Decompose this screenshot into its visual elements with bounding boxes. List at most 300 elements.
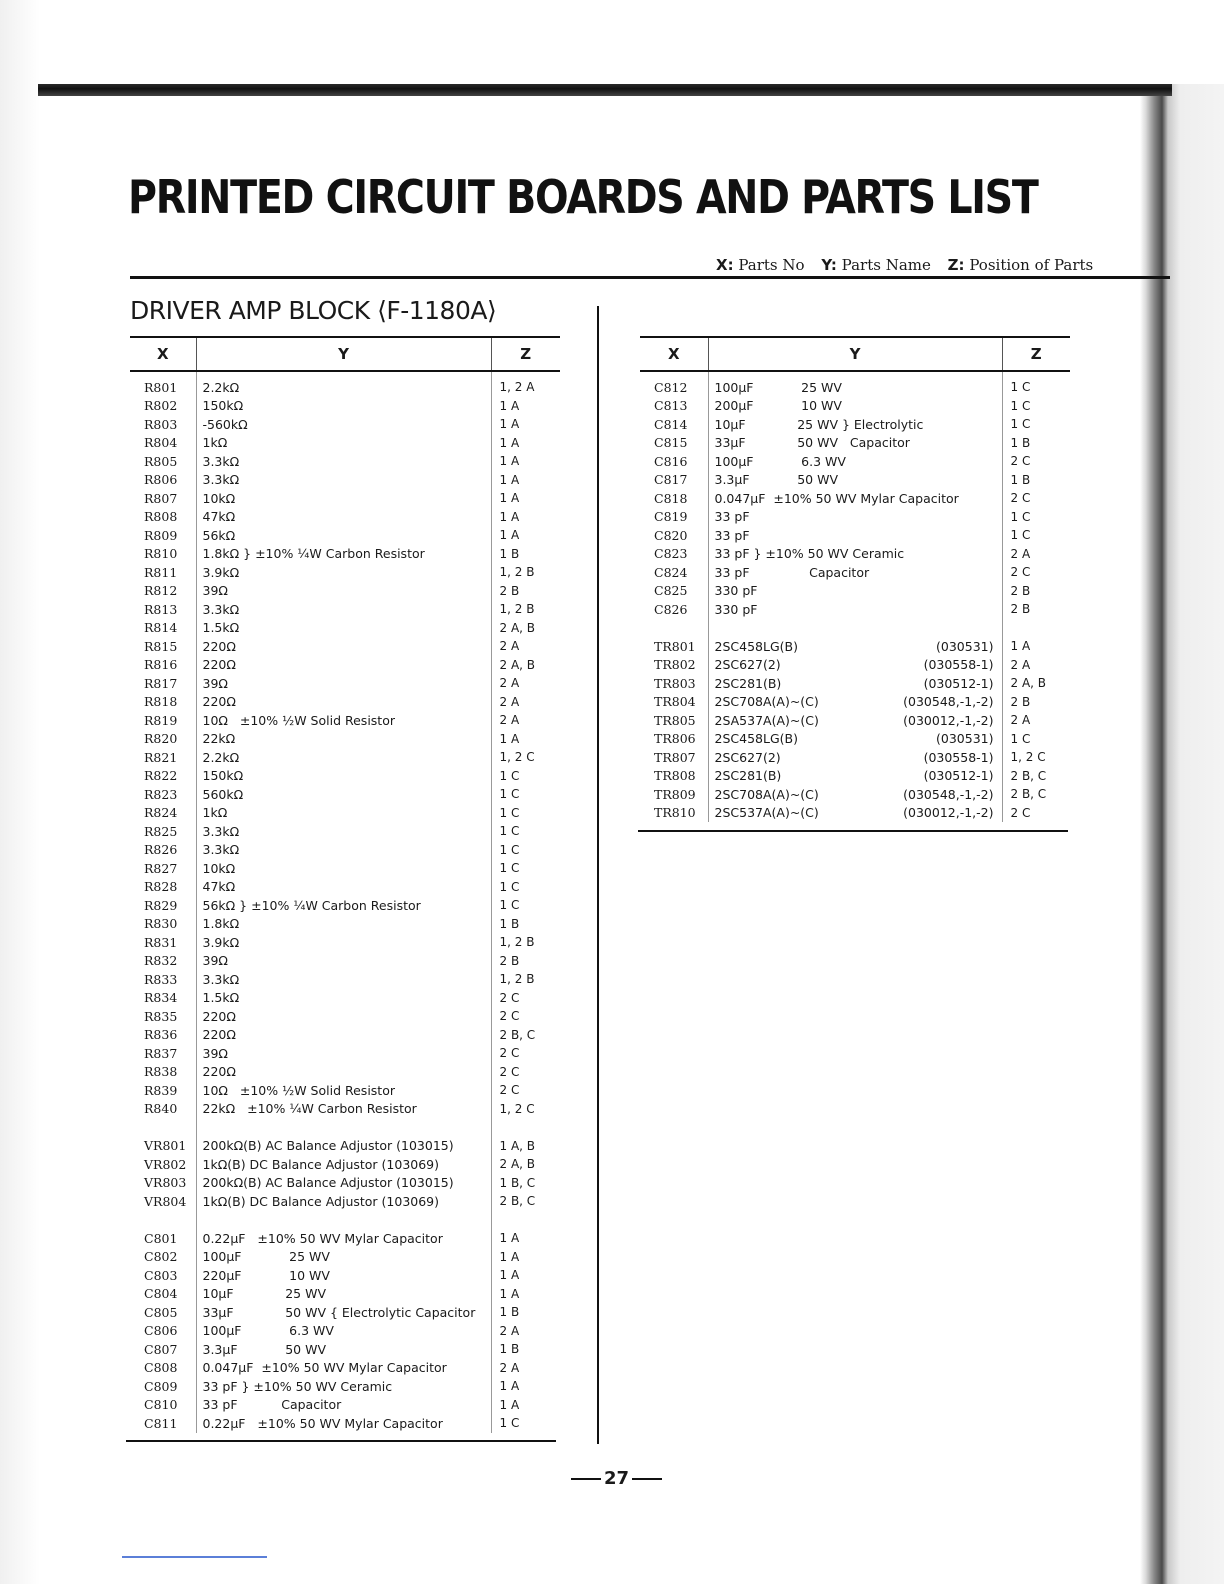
part-number: R830 [144,916,178,932]
page-binding-shadow [1140,84,1224,1584]
part-name-text: 220Ω [202,1064,236,1080]
part-position: 1 A [499,1249,520,1264]
part-number: R834 [144,990,178,1006]
table-row [130,397,560,416]
part-name-text: 2SC627(2) [714,749,781,765]
part-name [196,1266,491,1285]
part-number: TR802 [654,657,696,673]
table-row [130,804,560,823]
part-name-text: 33 pF Capacitor [202,1397,342,1413]
part-position: 1, 2 B [499,972,535,987]
part-number: R829 [144,897,178,913]
header-x: X [640,337,708,371]
table-row [130,915,560,934]
part-name [708,730,1002,749]
table-row [130,989,560,1008]
part-position: 1 C [499,768,520,783]
part-name [196,1192,491,1211]
part-number: VR801 [144,1138,187,1154]
table-row [130,508,560,527]
part-name [196,1285,491,1304]
part-name [196,674,491,693]
table-row [130,674,560,693]
table-row [640,711,1070,730]
part-number: VR803 [144,1175,187,1191]
legend-z: Z: Position of Parts [947,256,1094,274]
part-position: 1 B [499,1305,520,1320]
part-name-text: 56kΩ } ±10% ¼W Carbon Resistor [202,897,421,913]
part-position: 1 B [499,916,520,931]
part-position: 2 B [499,953,520,968]
part-number [640,619,708,638]
page-number: 27 [568,1468,665,1489]
table-row [130,1044,560,1063]
spacer-row [130,1118,560,1137]
part-name-text: 2SC708A(A)~(C) [714,786,819,802]
part-name-text: 1.5kΩ [202,990,240,1006]
part-number: TR809 [654,786,696,802]
table-row [130,1137,560,1156]
part-position: 1 C [499,1416,520,1431]
part-name-text: 39Ω [202,583,228,599]
part-position: 2 A [499,713,520,728]
part-name [196,693,491,712]
part-position: 1 A, B [499,1138,536,1153]
part-name-text: 200kΩ(B) AC Balance Adjustor (103015) [202,1138,454,1154]
part-position: 1 A [499,1379,520,1394]
part-name [196,619,491,638]
part-name-text: 10μF 25 WV } Electrolytic [714,416,924,432]
part-name [196,1229,491,1248]
part-name [196,1211,491,1230]
part-position: 2 C [499,990,520,1005]
part-name-text: 2SA537A(A)~(C) [714,712,819,728]
part-number: TR805 [654,712,696,728]
table-row [130,1303,560,1322]
part-name [708,508,1002,527]
part-name-text: 2SC708A(A)~(C) [714,694,819,710]
part-position: 2 C [1010,565,1031,580]
part-name-text: 330 pF [714,601,758,617]
table-row [640,471,1070,490]
part-number: R828 [144,879,178,895]
part-name-text: 3.3kΩ [202,842,240,858]
part-name-text: 33 pF } ±10% 50 WV Ceramic [714,546,905,562]
part-position: 1 B [1010,472,1031,487]
part-code: (030558-1) [923,749,994,765]
part-number: C826 [654,601,688,617]
part-name-text: 1kΩ(B) DC Balance Adjustor (103069) [202,1193,440,1209]
part-position: 1 A [499,731,520,746]
table-header [130,337,560,371]
part-name [708,804,1002,823]
part-number: R837 [144,1045,178,1061]
part-name [708,415,1002,434]
part-name-text: 0.22μF ±10% 50 WV Mylar Capacitor [202,1230,443,1246]
part-number: R827 [144,860,178,876]
part-name-text: 220Ω [202,657,236,673]
table-row [130,1377,560,1396]
table-row [130,748,560,767]
table-row [130,952,560,971]
part-number: C819 [654,509,688,525]
part-name [708,748,1002,767]
part-position: 2 B, C [1010,768,1047,783]
table-row [130,970,560,989]
part-number: TR810 [654,805,696,821]
part-name [708,767,1002,786]
part-name [196,1081,491,1100]
part-position: 1 C [499,898,520,913]
part-name-text: 3.9kΩ [202,564,240,580]
part-position: 1 A [499,417,520,432]
table-row [130,1248,560,1267]
part-code: (030512-1) [923,768,994,784]
part-name [196,489,491,508]
part-position [491,1211,560,1230]
part-number: C803 [144,1267,178,1283]
part-number: R831 [144,934,178,950]
part-name [196,915,491,934]
part-position: 1 C [499,824,520,839]
column-legend [716,256,1105,274]
table-row [640,434,1070,453]
part-number: C813 [654,398,688,414]
part-name [196,1026,491,1045]
part-position: 1 C [499,861,520,876]
part-position: 1, 2 B [499,565,535,580]
table-row [130,1340,560,1359]
part-name-text: 1.8kΩ } ±10% ¼W Carbon Resistor [202,546,425,562]
part-name-text: 3.3kΩ [202,823,240,839]
part-number: R809 [144,527,178,543]
part-name-text: 200μF 10 WV [714,398,842,414]
spacer-row [640,619,1070,638]
block-title: DRIVER AMP BLOCK ⟨F-1180A⟩ [130,296,497,325]
part-position [1002,619,1070,638]
part-code: (030548,-1,-2) [903,694,994,710]
part-number: R826 [144,842,178,858]
part-position: 2 B [1010,694,1031,709]
part-code: (030012,-1,-2) [903,805,994,821]
part-name [196,1248,491,1267]
part-name [708,563,1002,582]
part-name-text: 100μF 25 WV [202,1249,330,1265]
part-name-text: 1.5kΩ [202,620,240,636]
part-name-text: 3.3kΩ [202,472,240,488]
part-position: 2 B [1010,602,1031,617]
part-name [196,896,491,915]
part-name [196,878,491,897]
part-name-text: 100μF 25 WV [714,379,842,395]
part-number: R819 [144,712,178,728]
table-row [640,415,1070,434]
part-name [196,1044,491,1063]
parts-list-right [640,371,1070,822]
part-position: 2 C [1010,805,1031,820]
part-name [708,434,1002,453]
part-name [196,1303,491,1322]
part-number: R803 [144,416,178,432]
part-name [196,600,491,619]
parts-list-left [130,371,560,1433]
part-name-text: 56kΩ [202,527,236,543]
part-number: TR801 [654,638,696,654]
part-position: 1 A [499,435,520,450]
part-position: 1 B, C [499,1175,536,1190]
part-position: 1 C [1010,731,1031,746]
header-y: Y [196,337,491,371]
part-name-text: 22kΩ [202,731,236,747]
part-number: C816 [654,453,688,469]
part-name [708,674,1002,693]
table-row [640,637,1070,656]
part-name-text: 1kΩ [202,435,228,451]
part-position: 1, 2 C [1010,750,1046,765]
header-z: Z [1002,337,1070,371]
part-position: 2 A [499,639,520,654]
part-name-text: 3.3kΩ [202,601,240,617]
part-name [196,859,491,878]
table-bottom-rule-left [126,1440,556,1442]
part-position: 2 A [1010,546,1031,561]
table-row [640,526,1070,545]
part-name-text: 10kΩ [202,490,236,506]
part-name-text: 33μF 50 WV Capacitor [714,435,910,451]
part-position: 2 A, B [499,1157,536,1172]
part-name-text: 47kΩ [202,509,236,525]
part-name-text: 33 pF [714,509,750,525]
top-rule [38,84,1172,96]
legend-y: Y: Parts Name [821,256,931,274]
part-code: (030512-1) [923,675,994,691]
part-name-text: 330 pF [714,583,758,599]
part-name-text: 3.3kΩ [202,453,240,469]
part-position: 1 A [499,1397,520,1412]
part-position: 2 C [1010,454,1031,469]
table-row [130,489,560,508]
part-name-text: 3.3μF 50 WV [202,1341,326,1357]
part-position: 1 A [499,1268,520,1283]
part-number: C805 [144,1304,178,1320]
part-number: R802 [144,398,178,414]
part-position: 2 B, C [499,1027,536,1042]
part-position [491,1118,560,1137]
part-number: R810 [144,546,178,562]
part-number: C806 [144,1323,178,1339]
part-position: 1 B [499,1342,520,1357]
part-number: R813 [144,601,178,617]
part-number: R835 [144,1008,178,1024]
part-position: 1 C [499,879,520,894]
table-row [130,693,560,712]
part-name-text: 0.047μF ±10% 50 WV Mylar Capacitor [714,490,959,506]
part-name [708,545,1002,564]
part-name [196,1063,491,1082]
part-name [196,1155,491,1174]
part-name [708,600,1002,619]
part-name-text: 10Ω ±10% ½W Solid Resistor [202,712,395,728]
part-name [196,526,491,545]
part-name-text: 10Ω ±10% ½W Solid Resistor [202,1082,395,1098]
table-row [640,730,1070,749]
part-name [708,693,1002,712]
part-name [196,1174,491,1193]
part-name [196,471,491,490]
part-number: R820 [144,731,178,747]
part-number: C807 [144,1341,178,1357]
part-number: TR806 [654,731,696,747]
part-name [196,1377,491,1396]
part-number [130,1118,196,1137]
part-name-text: 150kΩ [202,398,244,414]
table-row [130,1007,560,1026]
part-number: TR808 [654,768,696,784]
part-name [196,434,491,453]
part-number: C812 [654,379,688,395]
part-number: R824 [144,805,178,821]
part-name [196,545,491,564]
header-y: Y [708,337,1002,371]
table-row [130,822,560,841]
table-row [640,563,1070,582]
table-row [130,1229,560,1248]
part-name [196,1137,491,1156]
table-row [640,674,1070,693]
part-number: R812 [144,583,178,599]
part-number: C804 [144,1286,178,1302]
part-name [708,371,1002,397]
part-name [708,582,1002,601]
part-position: 1 C [499,805,520,820]
title-rule [130,276,1170,279]
part-name [196,397,491,416]
part-name-text: 220Ω [202,1008,236,1024]
part-position: 2 C [499,1009,520,1024]
part-name [196,970,491,989]
part-name [196,1100,491,1119]
part-number: R832 [144,953,178,969]
part-name-text: 39Ω [202,1045,228,1061]
table-row [130,711,560,730]
part-name [708,471,1002,490]
part-name-text: 2SC458LG(B) [714,638,798,654]
table-row [130,1100,560,1119]
table-row [130,415,560,434]
parts-table-right [640,336,1070,822]
part-position: 1 A [499,472,520,487]
part-name [196,415,491,434]
part-number: R823 [144,786,178,802]
part-name-text: 39Ω [202,675,228,691]
table-row [640,767,1070,786]
part-position: 2 C [499,1064,520,1079]
part-position: 1 B [1010,435,1031,450]
table-row [130,371,560,397]
part-name-text: 220Ω [202,1027,236,1043]
table-row [130,1396,560,1415]
table-row [640,785,1070,804]
part-name [196,1396,491,1415]
table-row [640,582,1070,601]
part-number: C811 [144,1415,178,1431]
part-number: R838 [144,1064,178,1080]
part-name [708,489,1002,508]
part-number: C825 [654,583,688,599]
part-position: 1 C [1010,528,1031,543]
part-position: 1 C [1010,398,1031,413]
part-position: 1 C [499,787,520,802]
table-row [130,656,560,675]
part-position: 2 B [1010,583,1031,598]
part-position: 1 C [1010,417,1031,432]
table-row [130,600,560,619]
table-header [640,337,1070,371]
part-position: 1, 2 B [499,602,535,617]
part-position: 1 A [499,509,520,524]
part-number: R818 [144,694,178,710]
part-number: C814 [654,416,688,432]
part-number: R807 [144,490,178,506]
table-row [640,600,1070,619]
table-row [130,841,560,860]
part-name [196,1359,491,1378]
part-number: C810 [144,1397,178,1413]
table-row [130,1414,560,1433]
table-row [130,1155,560,1174]
part-position: 2 B, C [499,1194,536,1209]
part-position: 2 A [499,694,520,709]
table-row [130,730,560,749]
part-code: (030012,-1,-2) [903,712,994,728]
part-number: R821 [144,749,178,765]
part-code: (030531) [936,638,994,654]
part-name [708,397,1002,416]
table-row [130,526,560,545]
part-name [196,1118,491,1137]
page-edge-shadow-left [0,0,40,1584]
part-position: 1 C [499,842,520,857]
table-row [130,859,560,878]
table-row [640,397,1070,416]
table-row [640,489,1070,508]
part-name [708,637,1002,656]
part-code: (030531) [936,731,994,747]
part-name-text: 10kΩ [202,860,236,876]
part-name [196,989,491,1008]
table-row [130,619,560,638]
part-number: R805 [144,453,178,469]
part-position: 2 B, C [1010,787,1047,802]
part-name-text: 1kΩ [202,805,228,821]
part-name [708,656,1002,675]
table-row [130,1192,560,1211]
table-row [130,1322,560,1341]
part-name [196,767,491,786]
part-number: R833 [144,971,178,987]
part-position: 1 B [499,546,520,561]
part-position: 1, 2 C [499,1101,535,1116]
part-number: R840 [144,1101,178,1117]
part-number: TR804 [654,694,696,710]
part-name-text: 10μF 25 WV [202,1286,326,1302]
parts-table-left [130,336,560,1433]
table-row [130,1081,560,1100]
legend-x: X: Parts No [716,256,805,274]
part-name-text: 47kΩ [202,879,236,895]
table-row [130,1266,560,1285]
part-number: TR807 [654,749,696,765]
